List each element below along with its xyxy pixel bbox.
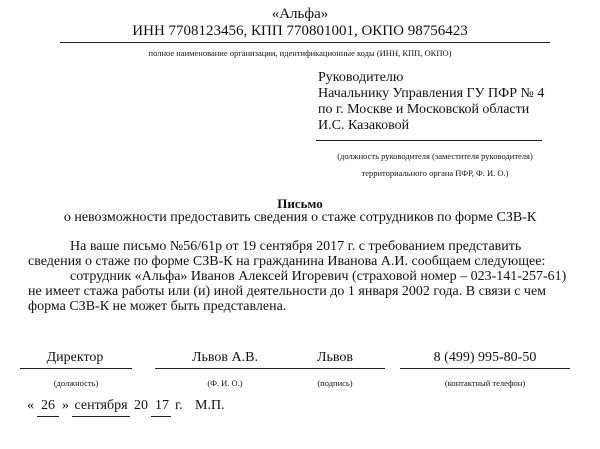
stamp-place: М.П. bbox=[195, 398, 225, 413]
date-year-label: г. bbox=[175, 398, 183, 413]
date-month: сентября bbox=[74, 398, 128, 413]
recipient-underline bbox=[316, 140, 542, 141]
signature-phone: 8 (499) 995-80-50 bbox=[433, 350, 537, 365]
phone-underline bbox=[400, 368, 570, 369]
recipient-caption-2: территориального органа ПФР, Ф. И. О.) bbox=[361, 168, 509, 178]
org-codes: ИНН 7708123456, КПП 770801001, ОКПО 98756423 bbox=[132, 23, 468, 39]
date-open-quote: « bbox=[27, 398, 34, 413]
sign-underline bbox=[285, 368, 385, 369]
name-underline bbox=[155, 368, 295, 369]
recipient-line-4: И.С. Казаковой bbox=[318, 118, 410, 133]
date-close-quote: » bbox=[62, 398, 69, 413]
recipient-line-2: Начальнику Управления ГУ ПФР № 4 bbox=[318, 86, 545, 101]
letter-subject: о невозможности предоставить сведения о стаже сотрудников по форме СЗВ-К bbox=[63, 210, 537, 225]
body-line-5: форма СЗВ-К не может быть представлена. bbox=[28, 299, 287, 314]
org-name: «Альфа» bbox=[271, 6, 329, 22]
header-caption: полное наименование организации, идентификационные коды (ИНН, КПП, ОКПО) bbox=[148, 48, 452, 58]
date-year-prefix: 20 bbox=[134, 398, 148, 413]
recipient-line-1: Руководителю bbox=[318, 70, 404, 85]
body-line-1: На ваше письмо №56/61р от 19 сентября 2017 г. с требованием представить bbox=[70, 239, 522, 254]
sign-caption: (подпись) bbox=[317, 378, 353, 388]
body-line-2: сведения о стаже по форме СЗВ-К на гражданина Иванова А.И. сообщаем следующее: bbox=[28, 254, 546, 269]
date-month-underline bbox=[72, 416, 130, 417]
position-underline bbox=[20, 368, 132, 369]
name-caption: (Ф. И. О.) bbox=[207, 378, 243, 388]
date-year-underline bbox=[151, 416, 171, 417]
letter-title: Письмо bbox=[277, 196, 323, 211]
recipient-caption-1: (должность руководителя (заместителя руководителя) bbox=[337, 151, 533, 161]
recipient-line-3: по г. Москве и Московской области bbox=[318, 102, 530, 117]
signature-sign: Львов bbox=[316, 350, 353, 365]
body-line-4: не имеет стажа работы или (и) иной деятельности до 1 января 2002 года. В связи с чем bbox=[28, 284, 547, 299]
date-year-suffix: 17 bbox=[155, 398, 169, 413]
body-line-3: сотрудник «Альфа» Иванов Алексей Игоревич (страховой номер – 023-141-257-61) bbox=[70, 269, 567, 284]
header-underline bbox=[60, 42, 550, 43]
phone-caption: (контактный телефон) bbox=[444, 378, 526, 388]
date-day: 26 bbox=[41, 398, 55, 413]
signature-name: Львов А.В. bbox=[192, 350, 258, 365]
date-day-underline bbox=[37, 416, 59, 417]
position-caption: (должность) bbox=[53, 378, 99, 388]
signature-position: Директор bbox=[46, 350, 104, 365]
